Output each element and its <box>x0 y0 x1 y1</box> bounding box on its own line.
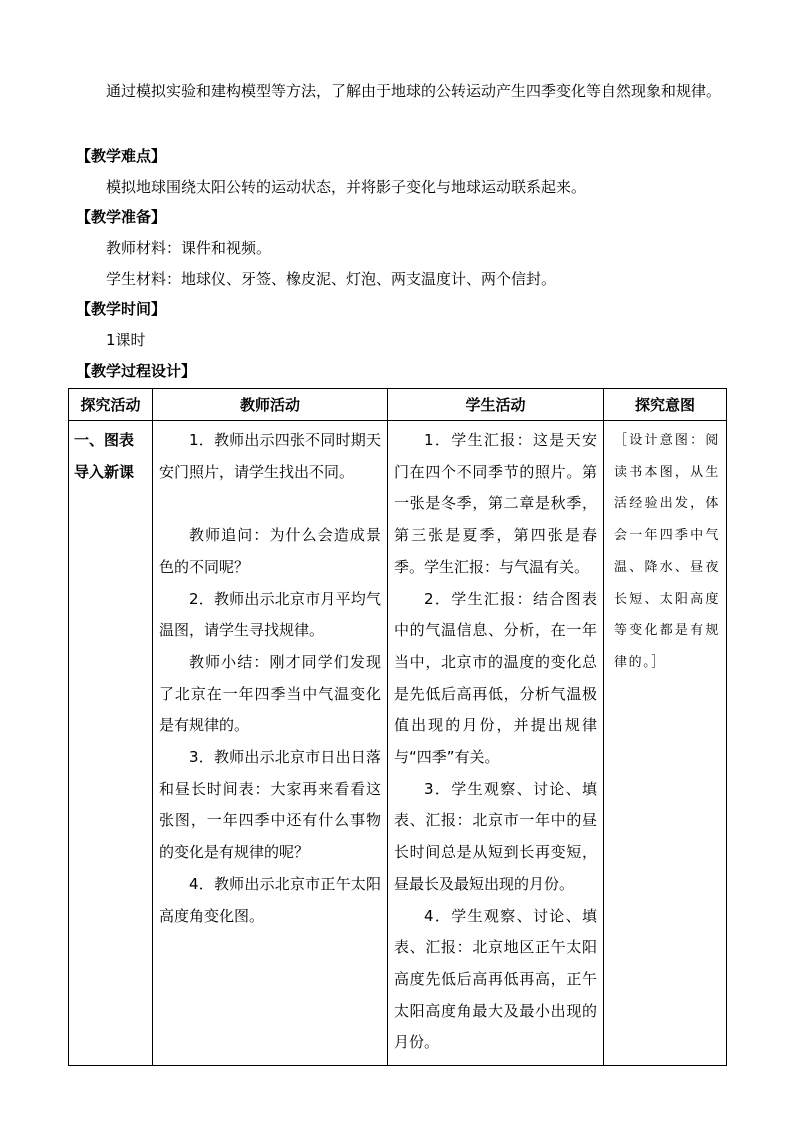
time-heading: 【教学时间】 <box>76 300 167 318</box>
teaching-process-table <box>68 388 727 1066</box>
spacer <box>159 488 381 520</box>
column-header-student: 学生活动 <box>388 389 604 421</box>
process-heading: 【教学过程设计】 <box>76 362 197 380</box>
teacher-followup: 教师追问：为什么会造成景色的不同呢？ <box>159 526 381 576</box>
intent-cell <box>604 421 727 1066</box>
student-materials: 学生材料：地球仪、牙签、橡皮泥、灯泡、两支温度计、两个信封。 <box>106 270 557 288</box>
teacher-activity-cell <box>153 421 388 1066</box>
teacher-step-1: 1．教师出示四张不同时期天安门照片，请学生找出不同。 <box>159 431 381 481</box>
teacher-summary: 教师小结：刚才同学们发现了北京在一年四季当中气温变化是有规律的。 <box>159 652 381 735</box>
activity-name: 一、图表导入新课 <box>74 431 135 481</box>
table-row <box>69 421 727 1066</box>
design-intent: ［设计意图：阅读书本图，从生活经验出发，体会一年四季中气温、降水、昼夜长短、太阳高度等变化都是有规律的。］ <box>614 433 720 670</box>
student-activity-cell <box>388 421 604 1066</box>
column-header-intent: 探究意图 <box>604 389 727 421</box>
student-step-1: 1．学生汇报：这是天安门在四个不同季节的照片。第一张是冬季，第二章是秋季，第三张是夏季，第四张是春季。学生汇报：与气温有关。 <box>394 431 597 576</box>
teacher-step-3: 3．教师出示北京市日出日落和昼长时间表：大家再来看看这张图，一年四季中还有什么事物的变化是有规律的呢？ <box>159 748 381 862</box>
student-step-3: 3．学生观察、讨论、填表、汇报：北京市一年中的昼长时间总是从短到长再变短，昼最长及最短出现的月份。 <box>394 779 597 893</box>
time-value: 1课时 <box>106 331 146 349</box>
intro-paragraph: 通过模拟实验和建构模型等方法，了解由于地球的公转运动产生四季变化等自然现象和规律。 <box>106 82 722 100</box>
activity-cell <box>69 421 153 1066</box>
teacher-step-2: 2．教师出示北京市月平均气温图，请学生寻找规律。 <box>159 589 381 640</box>
difficulty-heading: 【教学难点】 <box>76 147 167 165</box>
column-header-activity: 探究活动 <box>69 389 153 421</box>
column-header-teacher: 教师活动 <box>153 389 388 421</box>
teacher-step-4: 4．教师出示北京市正午太阳高度角变化图。 <box>159 874 381 925</box>
table-header-row <box>69 389 727 421</box>
student-step-2: 2．学生汇报：结合图表中的气温信息、分析，在一年当中，北京市的温度的变化总是先低后高再低，分析气温极值出现的月份，并提出规律与“四季”有关。 <box>394 589 597 767</box>
student-step-4: 4．学生观察、讨论、填表、汇报：北京地区正午太阳高度先低后高再低再高，正午太阳高度角最大及最小出现的月份。 <box>394 906 597 1052</box>
teacher-materials: 教师材料：课件和视频。 <box>106 239 272 257</box>
difficulty-text: 模拟地球围绕太阳公转的运动状态，并将影子变化与地球运动联系起来。 <box>106 178 587 196</box>
preparation-heading: 【教学准备】 <box>76 208 167 226</box>
